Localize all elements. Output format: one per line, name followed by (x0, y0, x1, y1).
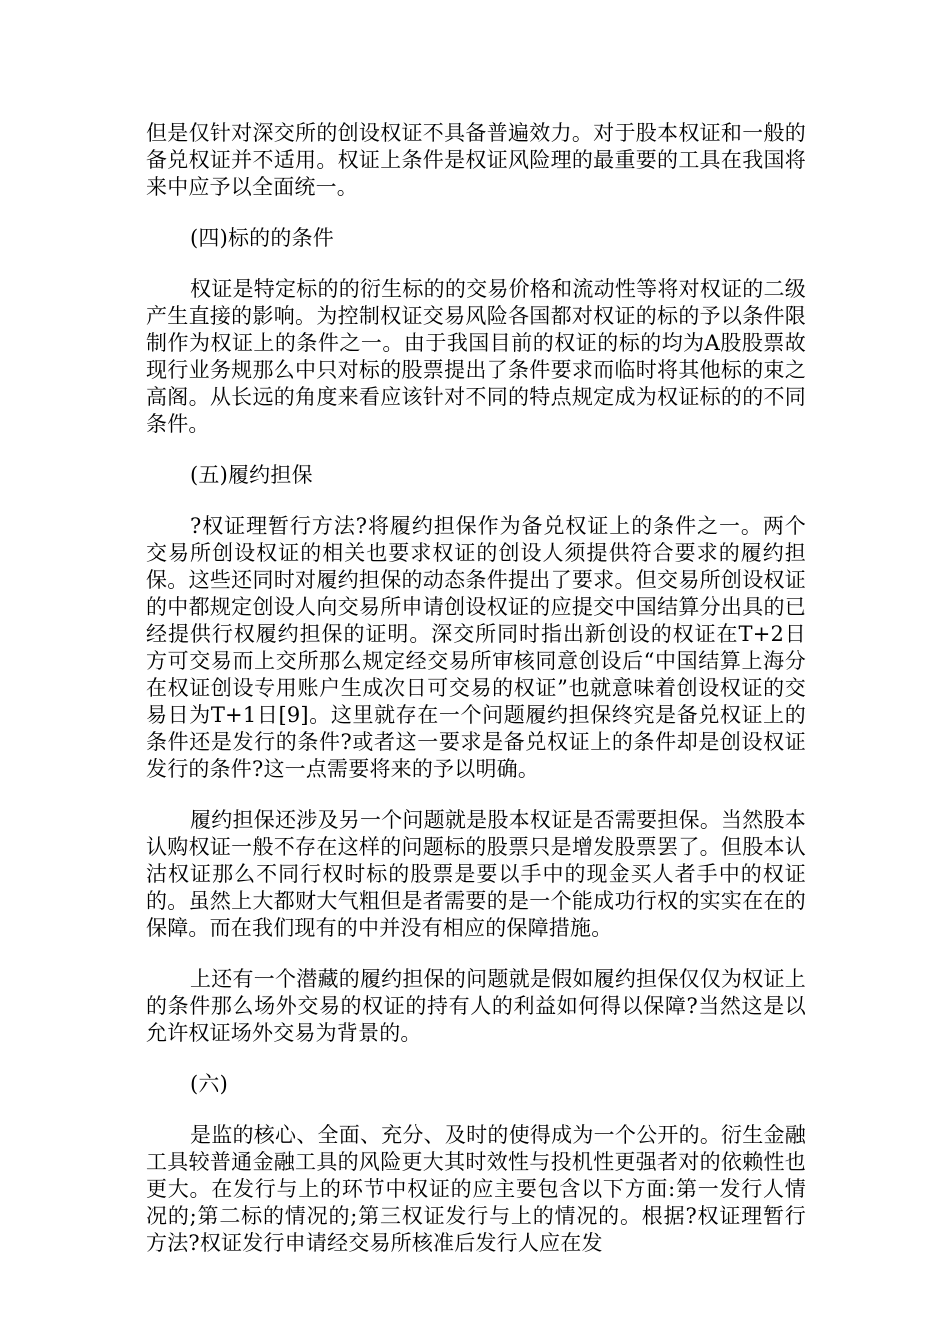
paragraph-equity-warrant-guarantee: 履约担保还涉及另一个问题就是股本权证是否需要担保。当然股本认购权证一般不存在这样的问题标的股票只是增发股票罢了。但股本认沽权证那么不同行权时标的股票是要以手中的现金买人者手中的权证的。虽然上大都财大气粗但是者需要的是一个能成功行权的实实在在的保障。而在我们现有的中并没有相应的保障措施。 (146, 808, 806, 940)
section-heading-6: (六) (190, 1072, 228, 1096)
section-heading-5: (五)履约担保 (190, 463, 313, 487)
paragraph-underlying-conditions: 权证是特定标的的衍生标的的交易价格和流动性等将对权证的二级产生直接的影响。为控制权证交易风险各国都对权证的标的予以条件限制作为权证上的条件之一。由于我国目前的权证的标的均为A股股票故现行业务规那么中只对标的股票提出了条件要求而临时将其他标的束之高阁。从长远的角度来看应该针对不同的特点规定成为权证标的的不同条件。 (146, 277, 806, 436)
section-heading-4: (四)标的的条件 (190, 226, 334, 250)
paragraph-disclosure: 是监的核心、全面、充分、及时的使得成为一个公开的。衍生金融工具较普通金融工具的风险更大其时效性与投机性更强者对的依赖性也更大。在发行与上的环节中权证的应主要包含以下方面:第一发行人情况的;第二标的情况的;第三权证发行与上的情况的。根据?权证理暂行方法?权证发行申请经交易所核准后发行人应在发 (146, 1123, 806, 1255)
paragraph-otc-guarantee: 上还有一个潜藏的履约担保的问题就是假如履约担保仅仅为权证上的条件那么场外交易的权证的持有人的利益如何得以保障?当然这是以允许权证场外交易为背景的。 (146, 967, 806, 1045)
paragraph-continuation: 但是仅针对深交所的创设权证不具备普遍效力。对于股本权证和一般的备兑权证并不适用。权证上条件是权证风险理的最重要的工具在我国将来中应予以全面统一。 (146, 121, 806, 199)
document-page (146, 120, 806, 1281)
paragraph-performance-guarantee: ?权证理暂行方法?将履约担保作为备兑权证上的条件之一。两个交易所创设权证的相关也要求权证的创设人须提供符合要求的履约担保。这些还同时对履约担保的动态条件提出了要求。但交易所创设权证的中都规定创设人向交易所申请创设权证的应提交中国结算分出具的已经提供行权履约担保的证明。深交所同时指出新创设的权证在T+2日方可交易而上交所那么规定经交易所审核同意创设后“中国结算上海分在权证创设专用账户生成次日可交易的权证”也就意味着创设权证的交易日为T+1日[9]。这里就存在一个问题履约担保终究是备兑权证上的条件还是发行的条件?或者这一要求是备兑权证上的条件却是创设权证发行的条件?这一点需要将来的予以明确。 (146, 514, 806, 781)
